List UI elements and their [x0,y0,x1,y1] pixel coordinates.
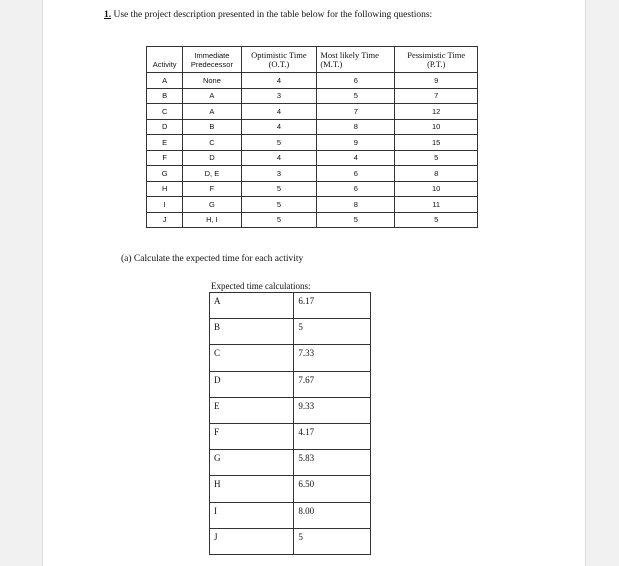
predecessor-cell: F [183,181,241,197]
question-number: 1. [104,10,112,20]
activity-cell: G [147,166,183,182]
calc-activity-cell: I [210,502,294,528]
activity-cell: C [147,104,183,120]
ml-cell: 7 [317,104,395,120]
table-row [210,293,371,319]
project-table-header-row [147,47,478,73]
ml-cell: 6 [317,181,395,197]
table-row [147,135,478,151]
header-pessimistic-time: Pessimistic Time (P.T.) [395,47,478,73]
ml-cell: 9 [317,135,395,151]
activity-cell: I [147,197,183,213]
calc-activity-cell: D [210,371,294,397]
ot-cell: 5 [241,197,317,213]
ot-cell: 4 [241,73,317,89]
activity-cell: H [147,181,183,197]
predecessor-cell: C [183,135,241,151]
ml-cell: 8 [317,197,395,213]
table-row [210,371,371,397]
table-row [147,166,478,182]
header-activity: Activity [147,47,183,73]
activity-cell: A [147,73,183,89]
activity-cell: D [147,119,183,135]
ot-cell: 5 [241,212,317,228]
activity-cell: B [147,88,183,104]
pt-cell: 5 [395,212,478,228]
table-row [147,197,478,213]
calc-expected-cell: 5 [294,528,371,554]
table-row [210,476,371,502]
pt-cell: 12 [395,104,478,120]
header-optimistic-time: Optimistic Time (O.T.) [241,47,317,73]
calc-activity-cell: H [210,476,294,502]
table-row [147,73,478,89]
ot-cell: 3 [241,88,317,104]
table-row [147,150,478,166]
calc-activity-cell: C [210,345,294,371]
expected-time-table [209,292,371,555]
predecessor-cell: A [183,88,241,104]
predecessor-cell: G [183,197,241,213]
question-text [104,10,432,20]
calc-expected-cell: 6.50 [294,476,371,502]
table-row [147,212,478,228]
table-row [210,450,371,476]
part-a-prompt: (a) Calculate the expected time for each activity [121,254,304,264]
predecessor-cell: D [183,150,241,166]
calc-activity-cell: A [210,293,294,319]
table-row [210,345,371,371]
table-row [210,397,371,423]
project-table [146,46,478,228]
ot-cell: 5 [241,181,317,197]
ml-cell: 6 [317,73,395,89]
question-body: Use the project description presented in the table below for the following questions: [111,10,433,20]
ml-cell: 8 [317,119,395,135]
table-row [147,181,478,197]
predecessor-cell: H, I [183,212,241,228]
pt-cell: 9 [395,73,478,89]
ot-cell: 4 [241,119,317,135]
calc-expected-cell: 5.83 [294,450,371,476]
calc-expected-cell: 9.33 [294,397,371,423]
table-row [210,528,371,554]
calc-expected-cell: 4.17 [294,423,371,449]
ot-cell: 5 [241,135,317,151]
activity-cell: F [147,150,183,166]
calc-expected-cell: 7.33 [294,345,371,371]
ml-cell: 5 [317,88,395,104]
pt-cell: 15 [395,135,478,151]
activity-cell: J [147,212,183,228]
header-predecessor: Immediate Predecessor [183,47,241,73]
calc-expected-cell: 7.67 [294,371,371,397]
predecessor-cell: D, E [183,166,241,182]
calc-activity-cell: J [210,528,294,554]
predecessor-cell: None [183,73,241,89]
predecessor-cell: A [183,104,241,120]
ot-cell: 4 [241,104,317,120]
calc-expected-cell: 8.00 [294,502,371,528]
pt-cell: 10 [395,119,478,135]
table-row [210,423,371,449]
table-row [147,88,478,104]
header-most-likely-time: Most likely Time (M.T.) [317,47,395,73]
activity-cell: E [147,135,183,151]
calc-activity-cell: F [210,423,294,449]
table-row [147,119,478,135]
calc-activity-cell: E [210,397,294,423]
pt-cell: 5 [395,150,478,166]
calc-expected-cell: 5 [294,319,371,345]
ml-cell: 5 [317,212,395,228]
table-row [210,319,371,345]
ot-cell: 4 [241,150,317,166]
ot-cell: 3 [241,166,317,182]
predecessor-cell: B [183,119,241,135]
calc-activity-cell: B [210,319,294,345]
calc-expected-cell: 6.17 [294,293,371,319]
calc-activity-cell: G [210,450,294,476]
pt-cell: 11 [395,197,478,213]
table-row [210,502,371,528]
pt-cell: 8 [395,166,478,182]
ml-cell: 6 [317,166,395,182]
pt-cell: 7 [395,88,478,104]
calc-table-title: Expected time calculations: [211,281,311,291]
table-row [147,104,478,120]
ml-cell: 4 [317,150,395,166]
pt-cell: 10 [395,181,478,197]
